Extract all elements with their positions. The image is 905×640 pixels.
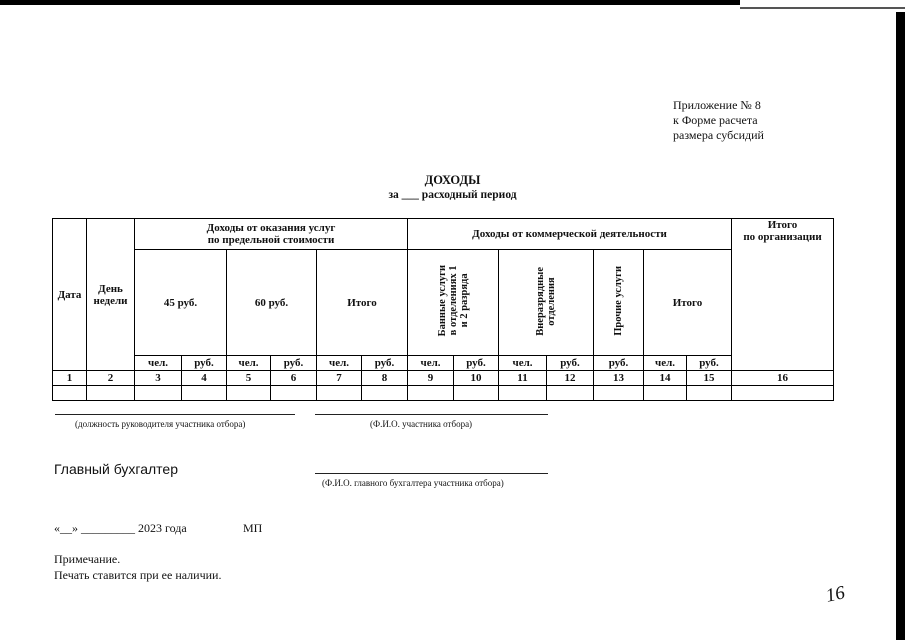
unit-cell: чел. [408, 356, 454, 371]
unit-cell: руб. [547, 356, 594, 371]
price-45-header: 45 руб. [135, 250, 227, 356]
bath-services-header: Банные услуги в отделениях 1 и 2 разряда [408, 250, 499, 356]
header-row-groups [53, 219, 834, 250]
column-number: 4 [182, 371, 227, 386]
col-weekday-header: День недели [87, 219, 135, 371]
empty-cell [732, 386, 834, 401]
unit-cell: чел. [499, 356, 547, 371]
page-number: 16 [823, 582, 847, 607]
empty-cell [408, 386, 454, 401]
column-number: 5 [227, 371, 271, 386]
empty-cell [687, 386, 732, 401]
header-row-units [53, 356, 834, 371]
column-number: 2 [87, 371, 135, 386]
scan-edge-top [0, 0, 740, 5]
unit-cell: руб. [182, 356, 227, 371]
empty-cell [454, 386, 499, 401]
income-table [52, 218, 834, 401]
unit-cell: руб. [271, 356, 317, 371]
column-number: 8 [362, 371, 408, 386]
empty-cell [182, 386, 227, 401]
document-title: ДОХОДЫ [424, 173, 481, 187]
chief-fio-caption: (Ф.И.О. главного бухгалтера участника отбора) [322, 478, 504, 488]
column-number: 7 [317, 371, 362, 386]
date-line: «__» _________ 2023 года [54, 521, 187, 535]
total-commercial-header: Итого [644, 250, 732, 356]
unit-cell: руб. [594, 356, 644, 371]
column-number: 6 [271, 371, 317, 386]
group-commercial-income-header: Доходы от коммерческой деятельности [408, 219, 732, 250]
empty-cell [499, 386, 547, 401]
extra-category-header: Внеразрядные отделения [499, 250, 594, 356]
column-number: 3 [135, 371, 182, 386]
column-number: 16 [732, 371, 834, 386]
column-number: 10 [454, 371, 499, 386]
unit-cell: руб. [454, 356, 499, 371]
group-limit-income-header: Доходы от оказания услуг по предельной стоимости [135, 219, 408, 250]
note-title: Примечание. [54, 552, 121, 566]
unit-cell: чел. [644, 356, 687, 371]
chief-accountant-label: Главный бухгалтер [54, 461, 178, 477]
appendix-line: к Форме расчета [673, 113, 758, 127]
appendix-line: Приложение № 8 [673, 98, 761, 112]
column-number-row [53, 371, 834, 386]
other-services-header: Прочие услуги [594, 250, 644, 356]
empty-cell [547, 386, 594, 401]
empty-cell [362, 386, 408, 401]
fio-caption: (Ф.И.О. участника отбора) [370, 419, 473, 429]
empty-cell [135, 386, 182, 401]
fio-signature-line [315, 414, 548, 415]
scan-edge-top-thin [740, 7, 905, 9]
unit-cell: руб. [362, 356, 408, 371]
column-number: 11 [499, 371, 547, 386]
table-row [53, 386, 834, 401]
empty-cell [227, 386, 271, 401]
position-signature-line [55, 414, 295, 415]
empty-cell [594, 386, 644, 401]
empty-cell [53, 386, 87, 401]
total-org-header: Итого по организации [732, 219, 834, 371]
price-60-header: 60 руб. [227, 250, 317, 356]
column-number: 14 [644, 371, 687, 386]
column-number: 1 [53, 371, 87, 386]
col-date-header: Дата [53, 219, 87, 371]
position-caption: (должность руководителя участника отбора) [75, 419, 246, 429]
appendix-line: размера субсидий [673, 128, 764, 142]
header-row-sub [53, 250, 834, 356]
stamp-label: МП [243, 521, 263, 535]
empty-cell [87, 386, 135, 401]
column-number: 15 [687, 371, 732, 386]
empty-cell [644, 386, 687, 401]
document-subtitle: за ___ расходный период [388, 189, 517, 201]
column-number: 12 [547, 371, 594, 386]
column-number: 13 [594, 371, 644, 386]
scan-edge-right [896, 12, 905, 640]
note [54, 551, 221, 583]
column-number: 9 [408, 371, 454, 386]
total-limit-header: Итого [317, 250, 408, 356]
chief-signature-line [315, 473, 548, 474]
unit-cell: чел. [317, 356, 362, 371]
note-text: Печать ставится при ее наличии. [54, 568, 222, 582]
unit-cell: руб. [687, 356, 732, 371]
empty-cell [271, 386, 317, 401]
unit-cell: чел. [227, 356, 271, 371]
appendix-note [673, 98, 764, 143]
unit-cell: чел. [135, 356, 182, 371]
empty-cell [317, 386, 362, 401]
